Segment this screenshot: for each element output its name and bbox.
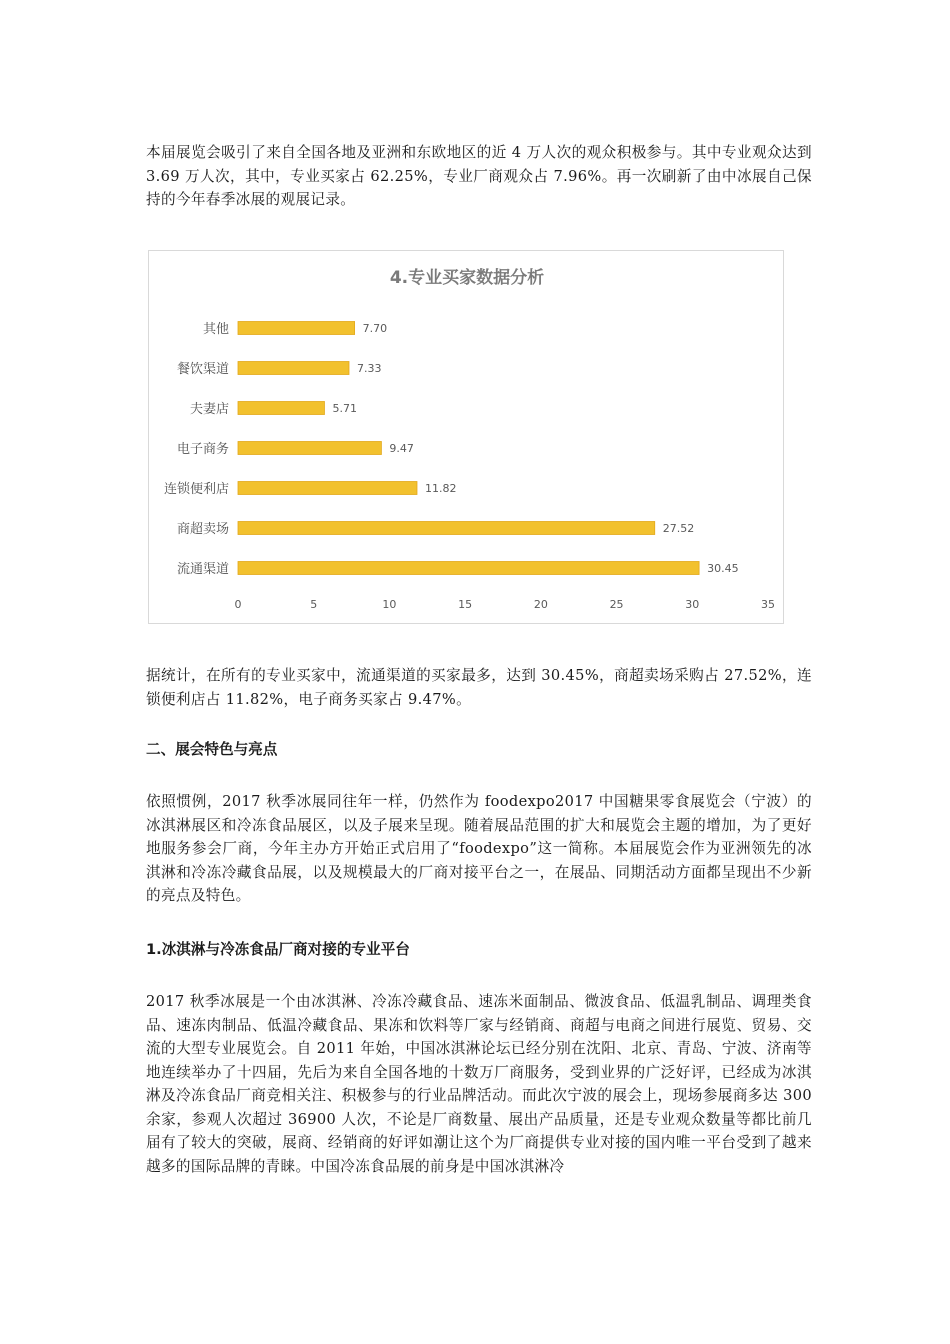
bars-layer [164,321,775,611]
bar [238,482,417,495]
chart-title: 4.专业买家数据分析 [389,268,545,288]
category-label: 其他 [202,322,229,337]
section-heading: 二、展会特色与亮点 [146,741,278,758]
category-label: 夫妻店 [189,402,229,417]
x-tick-label: 20 [533,598,548,611]
platform-paragraph: 2017 秋季冰展是一个由冰淇淋、冷冻冷藏食品、速冻米面制品、微波食品、低温乳制品、调理类食品、速冻肉制品、低温冷藏食品、果冻和饮料等厂家与经销商、商超与电商之间进行展览、贸易、交流的大型专业展览会。自 2011 年始，中国冰淇淋论坛已经分别在沈阳、北京、青岛、宁波、济南等地连续举办了十四届，先后为来自全国各地的十数万厂商服务，受到业界的广泛好评，已经成为冰淇淋及冷冻食品厂商竞相关注、积极参与的行业品牌活动。而此次宁波的展会上，现场参展商多达 300 余家，参观人次超过 36900 人次，不论是厂商数量、展出产品质量，还是专业观众数量等都比前几届有了较大的突破，展商、经销商的好评如潮让这个为厂商提供专业对接的国内唯一平台受到了越来越多的国际品牌的青睐。中国冷冻食品展的前身是中国冰淇淋冷 [146,993,812,1175]
category-label: 商超卖场 [176,522,229,537]
bar [238,362,349,375]
value-label: 30.45 [707,562,739,575]
custom-paragraph: 依照惯例，2017 秋季冰展同往年一样，仍然作为 foodexpo2017 中国糖果零食展览会（宁波）的冰淇淋展区和冷冻食品展区，以及子展来呈现。随着展品范围的扩大和展览会主题的增加，为了更好地服务参会厂商，今年主办方开始正式启用了“foodexpo”这一简称。本届展览会作为亚洲领先的冰淇淋和冷冻冷藏食品展，以及规模最大的厂商对接平台之一，在展品、同期活动方面都呈现出不少新的亮点及特色。 [146,793,812,904]
x-tick-label: 35 [761,598,775,611]
x-tick-label: 15 [458,598,473,611]
x-tick-label: 0 [234,598,242,611]
value-label: 9.47 [389,442,414,455]
x-tick-label: 10 [382,598,397,611]
value-label: 7.33 [356,362,382,375]
x-tick-label: 30 [685,598,700,611]
category-label: 连锁便利店 [163,482,229,497]
bar [238,442,381,455]
x-tick-label: 5 [310,598,318,611]
bar [238,402,324,415]
bar [238,522,655,535]
bar [238,322,355,335]
intro-paragraph: 本届展览会吸引了来自全国各地及亚洲和东欧地区的近 4 万人次的观众积极参与。其中专业观众达到 3.69 万人次，其中，专业买家占 62.25%，专业厂商观众占 7.96%。再一次刷新了由中冰展自己保持的今年春季冰展的观展记录。 [146,144,812,208]
category-label: 流通渠道 [176,562,229,577]
value-label: 27.52 [662,522,695,535]
category-label: 餐饮渠道 [176,362,229,377]
bar [238,562,699,575]
value-label: 7.70 [362,322,388,335]
value-label: 11.82 [424,482,457,495]
value-label: 5.71 [332,402,357,415]
chart-canvas [149,251,785,625]
category-label: 电子商务 [176,442,229,457]
stats-paragraph: 据统计，在所有的专业买家中，流通渠道的买家最多，达到 30.45%，商超卖场采购占 27.52%，连锁便利店占 11.82%，电子商务买家占 9.47%。 [146,667,812,708]
buyer-analysis-chart [148,250,784,624]
subsection-heading: 1.冰淇淋与冷冻食品厂商对接的专业平台 [146,941,410,958]
x-tick-label: 25 [609,598,624,611]
